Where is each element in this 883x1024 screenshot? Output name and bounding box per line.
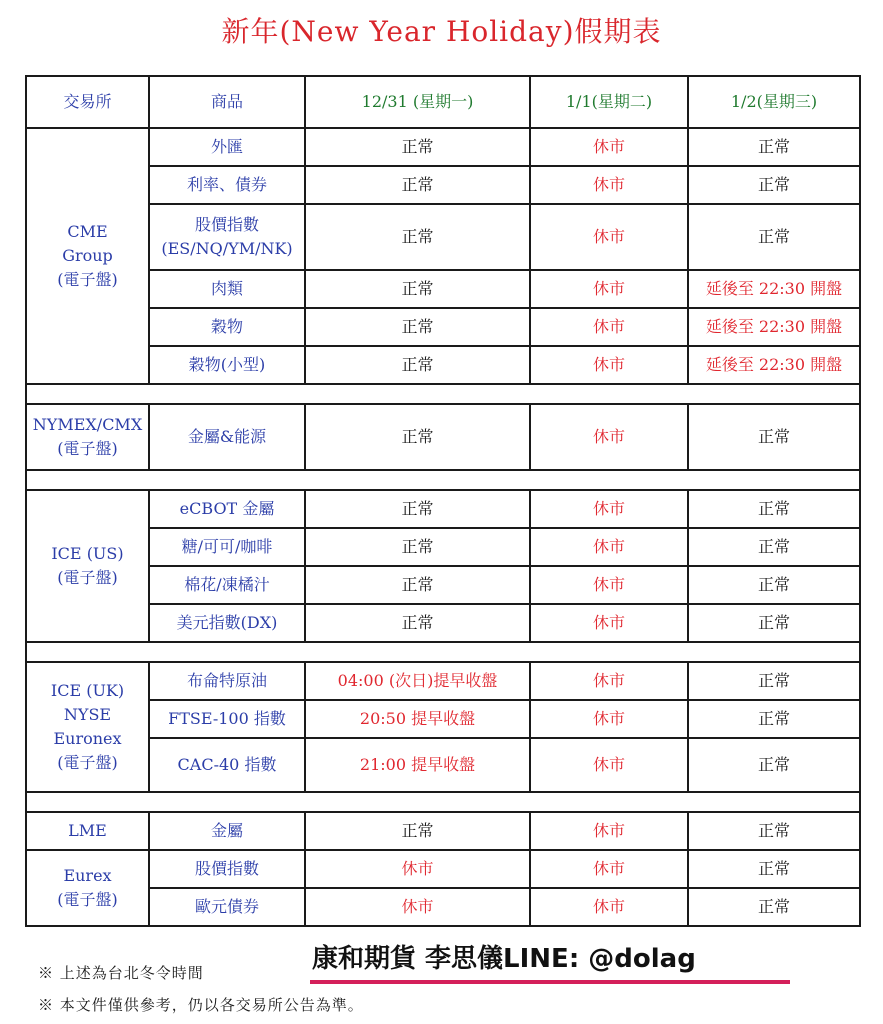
table-row: [26, 490, 860, 528]
product-cell: 金屬&能源: [149, 404, 305, 470]
exchange-nymex: [26, 404, 149, 470]
exchange-cme: [26, 128, 149, 384]
brand-underline: [310, 980, 790, 984]
exchange-lme: [26, 812, 149, 850]
status-day3: 正常: [688, 850, 860, 888]
status-day3: 正常: [688, 566, 860, 604]
exchange-sub: (電子盤): [57, 270, 118, 289]
status-day3: 正常: [688, 888, 860, 926]
status-day2: 休市: [530, 850, 688, 888]
status-day2: 休市: [530, 404, 688, 470]
status-day1: 正常: [305, 308, 530, 346]
status-day2: 休市: [530, 528, 688, 566]
status-day2: 休市: [530, 604, 688, 642]
exchange-eurex: [26, 850, 149, 926]
exchange-name-line2: Group: [62, 246, 113, 265]
table-row: [26, 604, 860, 642]
status-day1: 正常: [305, 812, 530, 850]
product-name-detail: (ES/NQ/YM/NK): [161, 239, 293, 258]
exchange-name: ICE (US): [51, 544, 124, 563]
status-day3: 正常: [688, 812, 860, 850]
brand-contact: 康和期貨 李思儀LINE: @dolag: [312, 944, 696, 974]
status-day2: 休市: [530, 204, 688, 270]
table-row: [26, 662, 860, 700]
product-cell: 肉類: [149, 270, 305, 308]
spacer-row: [26, 642, 860, 662]
product-cell: eCBOT 金屬: [149, 490, 305, 528]
status-day1: 正常: [305, 566, 530, 604]
status-day2: 休市: [530, 270, 688, 308]
status-day3: 延後至 22:30 開盤: [688, 308, 860, 346]
status-day3: 正常: [688, 490, 860, 528]
table-row: [26, 738, 860, 792]
exchange-name: ICE (UK): [50, 681, 125, 700]
status-day1: 正常: [305, 490, 530, 528]
table-row: [26, 204, 860, 270]
table-row: [26, 404, 860, 470]
status-day1: 休市: [305, 850, 530, 888]
status-day2: 休市: [530, 128, 688, 166]
holiday-table: [25, 75, 861, 927]
header-day3: 1/2(星期三): [688, 76, 860, 128]
product-cell: 金屬: [149, 812, 305, 850]
product-cell: 外匯: [149, 128, 305, 166]
exchange-ice-us: [26, 490, 149, 642]
status-day3: 延後至 22:30 開盤: [688, 346, 860, 384]
status-day1: 正常: [305, 604, 530, 642]
status-day3: 正常: [688, 204, 860, 270]
status-day2: 休市: [530, 566, 688, 604]
header-exchange: 交易所: [26, 76, 149, 128]
status-day2: 休市: [530, 738, 688, 792]
status-day3: 正常: [688, 128, 860, 166]
product-cell: 糖/可可/咖啡: [149, 528, 305, 566]
product-name: 股價指數: [194, 215, 259, 234]
table-row: [26, 528, 860, 566]
exchange-name-line2: NYSE: [63, 705, 112, 724]
table-row: [26, 308, 860, 346]
status-day1: 正常: [305, 528, 530, 566]
status-day3: 正常: [688, 528, 860, 566]
status-day3: 延後至 22:30 開盤: [688, 270, 860, 308]
table-row: [26, 812, 860, 850]
exchange-sub: (電子盤): [57, 890, 118, 909]
product-cell: 利率、債券: [149, 166, 305, 204]
product-cell: 股價指數: [149, 850, 305, 888]
table-row: [26, 850, 860, 888]
status-day1: 20:50 提早收盤: [305, 700, 530, 738]
header-day1: 12/31 (星期一): [305, 76, 530, 128]
product-cell: 布侖特原油: [149, 662, 305, 700]
product-cell: 穀物: [149, 308, 305, 346]
exchange-sub: (電子盤): [57, 568, 118, 587]
status-day1: 正常: [305, 166, 530, 204]
status-day3: 正常: [688, 662, 860, 700]
spacer-row: [26, 384, 860, 404]
status-day3: 正常: [688, 738, 860, 792]
exchange-sub: (電子盤): [57, 439, 118, 458]
status-day1: 正常: [305, 204, 530, 270]
exchange-ice-uk: [26, 662, 149, 792]
exchange-name: CME: [67, 222, 108, 241]
status-day2: 休市: [530, 700, 688, 738]
status-day1: 21:00 提早收盤: [305, 738, 530, 792]
header-day2: 1/1(星期二): [530, 76, 688, 128]
status-day2: 休市: [530, 166, 688, 204]
table-row: [26, 166, 860, 204]
exchange-sub: (電子盤): [57, 753, 118, 772]
status-day2: 休市: [530, 346, 688, 384]
status-day2: 休市: [530, 812, 688, 850]
header-product: 商品: [149, 76, 305, 128]
status-day2: 休市: [530, 490, 688, 528]
product-cell: 穀物(小型): [149, 346, 305, 384]
status-day1: 正常: [305, 346, 530, 384]
exchange-name-line3: Euronex: [53, 729, 122, 748]
product-cell: CAC-40 指數: [149, 738, 305, 792]
product-cell: 歐元債券: [149, 888, 305, 926]
table-row: [26, 888, 860, 926]
status-day2: 休市: [530, 888, 688, 926]
note-timezone: ※ 上述為台北冬令時間: [38, 964, 204, 982]
table-row: [26, 270, 860, 308]
exchange-name: NYMEX/CMX: [32, 415, 143, 434]
status-day2: 休市: [530, 662, 688, 700]
status-day1: 正常: [305, 270, 530, 308]
status-day3: 正常: [688, 404, 860, 470]
status-day2: 休市: [530, 308, 688, 346]
status-day1: 04:00 (次日)提早收盤: [305, 662, 530, 700]
product-cell: 美元指數(DX): [149, 604, 305, 642]
page-title: 新年(New Year Holiday)假期表: [221, 15, 662, 48]
table-row: [26, 128, 860, 166]
status-day3: 正常: [688, 166, 860, 204]
note-disclaimer: ※ 本文件僅供參考，仍以各交易所公告為準。: [38, 996, 364, 1014]
header-row: [26, 76, 860, 128]
product-cell: [149, 204, 305, 270]
spacer-row: [26, 470, 860, 490]
exchange-name: Eurex: [63, 866, 112, 885]
status-day3: 正常: [688, 604, 860, 642]
exchange-name: LME: [68, 821, 107, 840]
status-day1: 休市: [305, 888, 530, 926]
status-day1: 正常: [305, 128, 530, 166]
status-day1: 正常: [305, 404, 530, 470]
product-cell: 棉花/凍橘汁: [149, 566, 305, 604]
table-row: [26, 566, 860, 604]
status-day3: 正常: [688, 700, 860, 738]
spacer-row: [26, 792, 860, 812]
table-row: [26, 700, 860, 738]
table-row: [26, 346, 860, 384]
product-cell: FTSE-100 指數: [149, 700, 305, 738]
